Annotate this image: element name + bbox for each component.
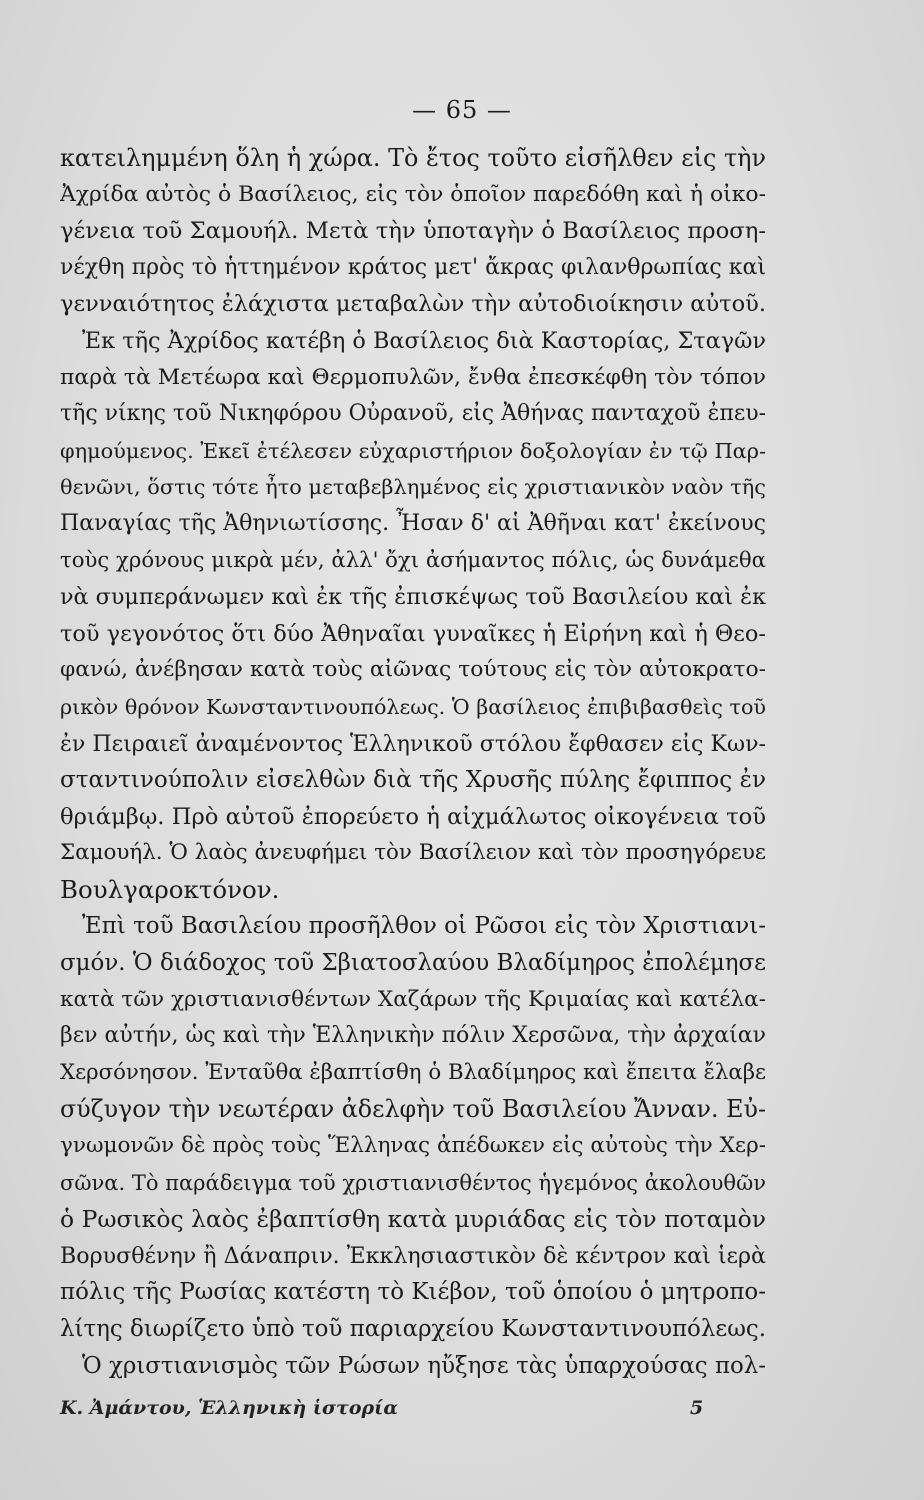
text-line: Ἀχρίδα αὐτὸς ὁ Βασίλειος, εἰς τὸν ὁποῖον παρεδόθη καὶ ἡ οἰκο- bbox=[60, 181, 766, 207]
text-line: Σαμουήλ. Ὁ λαὸς ἀνευφήμει τὸν Βασίλειον καὶ τὸν προσηγόρευε bbox=[60, 840, 766, 866]
text-line: νὰ συμπεράνωμεν καὶ ἐκ τῆς ἐπισκέψως τοῦ Βασιλείου καὶ ἐκ bbox=[60, 584, 766, 611]
text-line: βεν αὐτήν, ὡς καὶ τὴν Ἑλληνικὴν πόλιν Χερσῶνα, τὴν ἀρχαίαν bbox=[60, 1023, 766, 1049]
text-line: τοῦ γεγονότος ὅτι δύο Ἀθηναῖαι γυναῖκες ἡ Εἰρήνη καὶ ἡ Θεο- bbox=[60, 620, 766, 647]
text-line: Παναγίας τῆς Ἀθηνιωτίσσης. Ἦσαν δ' αἱ Ἀθῆναι κατ' ἐκείνους bbox=[60, 510, 766, 536]
text-lines bbox=[60, 140, 766, 1384]
page-number: — 65 — bbox=[412, 96, 512, 124]
text-line: γνωμονῶν δὲ πρὸς τοὺς Ἕλληνας ἀπέδωκεν εἰς αὐτοὺς τὴν Χερ- bbox=[60, 1133, 766, 1159]
text-line: θριάμβῳ. Πρὸ αὐτοῦ ἐπορεύετο ἡ αἰχμάλωτος οἰκογένεια τοῦ bbox=[60, 803, 766, 830]
text-line: ὁ Ρωσικὸς λαὸς ἐβαπτίσθη κατὰ μυριάδας εἰς τὸν ποταμὸν bbox=[60, 1205, 766, 1234]
text-line: κατειλημμένη ὅλη ἡ χώρα. Τὸ ἔτος τοῦτο εἰσῆλθεν εἰς τὴν bbox=[60, 144, 766, 172]
text-line: κατὰ τῶν χριστιανισθέντων Χαζάρων τῆς Κριμαίας καὶ κατέλα- bbox=[60, 986, 766, 1012]
text-line: φημούμενος. Ἐκεῖ ἐτέλεσεν εὐχαριστήριον δοξολογίαν ἐν τῷ Παρ- bbox=[60, 438, 766, 463]
text-line: ρικὸν θρόνον Κωνσταντινουπόλεως. Ὁ βασίλειος ἐπιβιβασθεὶς τοῦ bbox=[60, 694, 766, 719]
text-line: ἐν Πειραιεῖ ἀναμένοντος Ἑλληνικοῦ στόλου ἔφθασεν εἰς Κων- bbox=[60, 730, 766, 757]
text-line: πόλις τῆς Ρωσίας κατέστη τὸ Κιέβον, τοῦ ὁποίου ὁ μητροπο- bbox=[60, 1279, 766, 1306]
text-line: τῆς νίκης τοῦ Νικηφόρου Οὐρανοῦ, εἰς Ἀθήνας πανταχοῦ ἐπευ- bbox=[60, 401, 766, 427]
text-line: Χερσόνησον. Ἐνταῦθα ἐβαπτίσθη ὁ Βλαδίμηρος καὶ ἔπειτα ἔλαβε bbox=[60, 1059, 766, 1085]
text-line: γενναιότητος ἐλάχιστα μεταβαλὼν τὴν αὐτοδιοίκησιν αὐτοῦ. bbox=[60, 291, 766, 318]
text-line: λίτης διωρίζετο ὑπὸ τοῦ παριαρχείου Κωνσταντινουπόλεως. bbox=[60, 1316, 766, 1342]
text-line: σταντινούπολιν εἰσελθὼν διὰ τῆς Χρυσῆς πύλης ἔφιππος ἐν bbox=[60, 767, 766, 794]
text-line: γένεια τοῦ Σαμουήλ. Μετὰ τὴν ὑποταγὴν ὁ Βασίλειος προση- bbox=[60, 218, 766, 245]
text-line: Ἐπὶ τοῦ Βασιλείου προσῆλθον οἱ Ρῶσοι εἰς τὸν Χριστιανι- bbox=[82, 913, 766, 940]
text-line: νέχθη πρὸς τὸ ἡττημένον κράτος μετ' ἄκρας φιλανθρωπίας καὶ bbox=[60, 254, 766, 280]
text-line: θενῶνι, ὅστις τότε ἦτο μεταβεβλημένος εἰς χριστιανικὸν ναὸν τῆς bbox=[60, 475, 766, 500]
text-line: σῶνα. Τὸ παράδειγμα τοῦ χριστιανισθέντος ἡγεμόνος ἀκολουθῶν bbox=[60, 1169, 766, 1195]
text-line: τοὺς χρόνους μικρὰ μέν, ἀλλ' ὄχι ἀσήμαντος πόλις, ὡς δυνάμεθα bbox=[60, 547, 766, 573]
body-text bbox=[60, 140, 766, 1384]
text-line: φανώ, ἀνέβησαν κατὰ τοὺς αἰῶνας τούτους εἰς τὸν αὐτοκρατο- bbox=[60, 657, 766, 683]
text-line: Βουλγαροκτόνον. bbox=[60, 874, 280, 904]
text-line: Βορυσθένην ἢ Δάναπριν. Ἐκκλησιαστικὸν δὲ κέντρον καὶ ἱερὰ bbox=[60, 1242, 766, 1269]
text-line: Ὁ χριστιανισμὸς τῶν Ρώσων ηὔξησε τὰς ὑπαρχούσας πολ- bbox=[82, 1352, 766, 1379]
footer-citation: Κ. Ἀμάντου, Ἑλληνικὴ ἱστορία bbox=[60, 1397, 398, 1419]
text-line: σμόν. Ὁ διάδοχος τοῦ Σβιατοσλαύου Βλαδίμηρος ἐπολέμησε bbox=[60, 950, 766, 977]
footer-signature-mark: 5 bbox=[690, 1397, 704, 1419]
text-line: παρὰ τὰ Μετέωρα καὶ Θερμοπυλῶν, ἔνθα ἐπεσκέφθη τὸν τόπον bbox=[60, 364, 766, 390]
text-line: σύζυγον τὴν νεωτέραν ἀδελφὴν τοῦ Βασιλείου Ἄνναν. Εὐ- bbox=[60, 1095, 766, 1124]
text-line: Ἐκ τῆς Ἀχρίδος κατέβη ὁ Βασίλειος διὰ Καστορίας, Σταγῶν bbox=[82, 327, 766, 354]
